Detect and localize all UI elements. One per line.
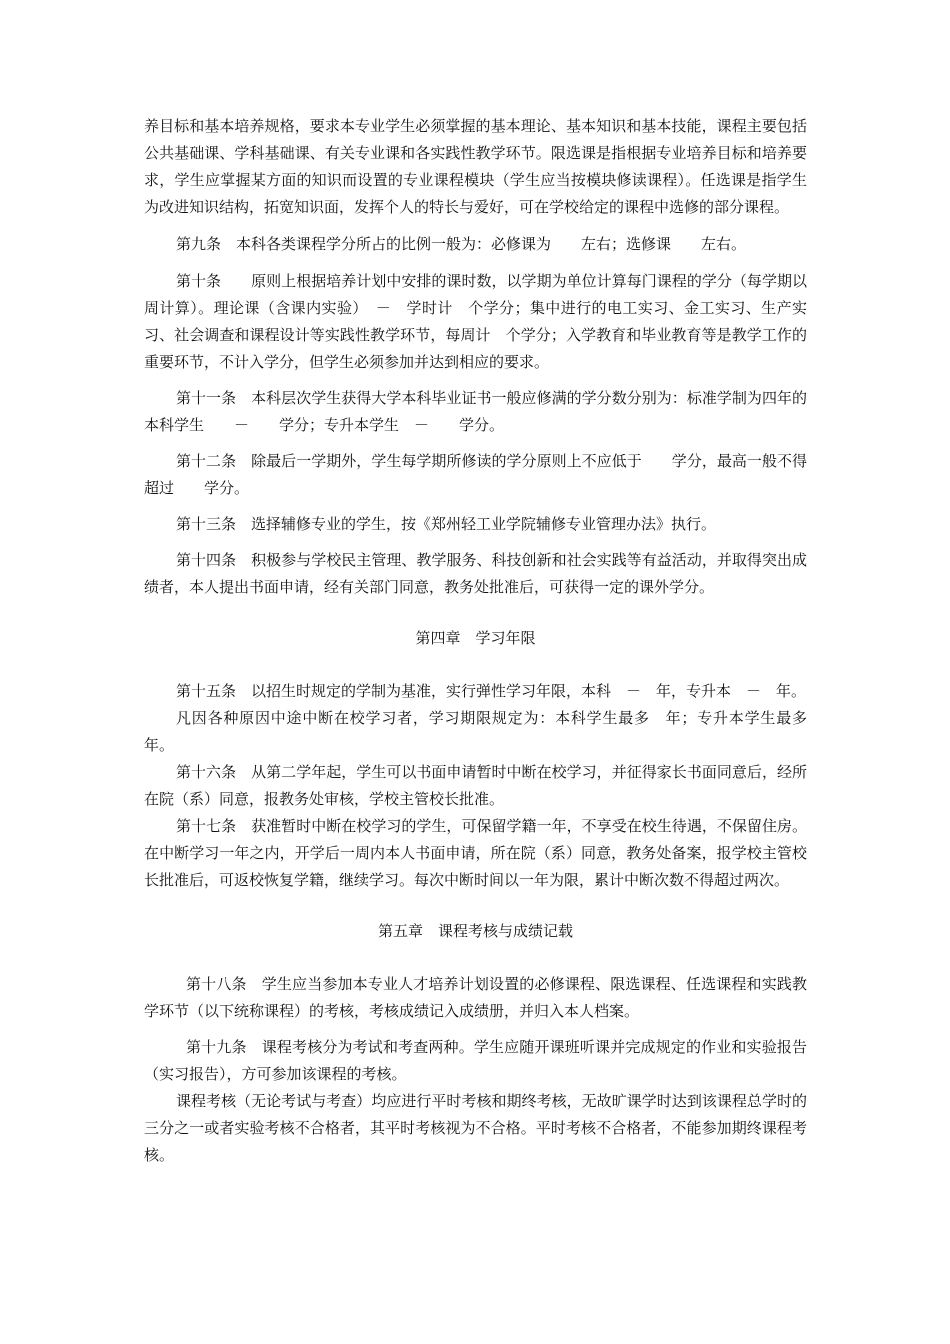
chapter-5-heading: 第五章 课程考核与成绩记载: [377, 922, 573, 940]
article-9: 第九条 本科各类课程学分所占的比例一般为：必修课为 左右；选修课 左右。: [176, 235, 747, 253]
article-16: 第十六条 从第二学年起，学生可以书面申请暂时中断在校学习，并征得家长书面同意后，经所在院（系）同意，报教务处审核，学校主管校长批准。: [144, 763, 807, 808]
document-page: [144, 113, 838, 1169]
article-15: 第十五条 以招生时规定的学制为基准，实行弹性学习年限，本科 － 年，专升本 － 年。: [176, 682, 807, 700]
article-12: 第十二条 除最后一学期外，学生每学期所修读的学分原则上不应低于 学分，最高一般不得超过 学分。: [144, 452, 807, 497]
article-11: 第十一条 本科层次学生获得大学本科毕业证书一般应修满的学分数分别为：标准学制为四年的本科学生 － 学分；专升本学生 － 学分。: [144, 389, 807, 434]
paragraph-continuation: 养目标和基本培养规格，要求本专业学生必须掌握的基本理论、基本知识和基本技能，课程主要包括公共基础课、学科基础课、有关专业课和各实践性教学环节。限选课是指根据专业培养目标和培养要求，学生应掌握某方面的知识而设置的专业课程模块（学生应当按模块修读课程）。任选课是指学生为改进知识结构，拓宽知识面，发挥个人的特长与爱好，可在学校给定的课程中选修的部分课程。: [144, 117, 807, 216]
article-18: 第十八条 学生应当参加本专业人才培养计划设置的必修课程、限选课程、任选课程和实践教学环节（以下统称课程）的考核，考核成绩记入成绩册，并归入本人档案。: [144, 975, 807, 1020]
chapter-4-heading: 第四章 学习年限: [415, 629, 536, 647]
article-14: 第十四条 积极参与学校民主管理、教学服务、科技创新和社会实践等有益活动，并取得突出成绩者，本人提出书面申请，经有关部门同意，教务处批准后，可获得一定的课外学分。: [144, 551, 807, 596]
article-15-continued: 凡因各种原因中途中断在校学习者，学习期限规定为：本科学生最多 年；专升本学生最多 年。: [144, 709, 823, 754]
article-17: 第十七条 获准暂时中断在校学习的学生，可保留学籍一年，不享受在校生待遇，不保留住房。在中断学习一年之内，开学后一周内本人书面申请，所在院（系）同意，教务处备案，报学校主管校长批准后，可返校恢复学籍，继续学习。每次中断时间以一年为限，累计中断次数不得超过两次。: [144, 817, 807, 889]
article-10: 第十条 原则上根据培养计划中安排的课时数，以学期为单位计算每门课程的学分（每学期以 周计算）。理论课（含课内实验） － 学时计 个学分；集中进行的电工实习、金工实习、生产实习、社会调查和课程设计等实践性教学环节，每周计 个学分；入学教育和毕业教育等是教学工作的重要环节，不计入学分，但学生必须参加并达到相应的要求。: [144, 272, 838, 371]
article-13: 第十三条 选择辅修专业的学生，按《郑州轻工业学院辅修专业管理办法》执行。: [176, 515, 717, 533]
article-19: 第十九条 课程考核分为考试和考查两种。学生应随开课班听课并完成规定的作业和实验报告（实习报告），方可参加该课程的考核。: [144, 1038, 807, 1083]
article-19-continued: 课程考核（无论考试与考查）均应进行平时考核和期终考核，无故旷课学时达到该课程总学时的三分之一或者实验考核不合格者，其平时考核视为不合格。平时考核不合格者，不能参加期终课程考核。: [144, 1092, 807, 1164]
